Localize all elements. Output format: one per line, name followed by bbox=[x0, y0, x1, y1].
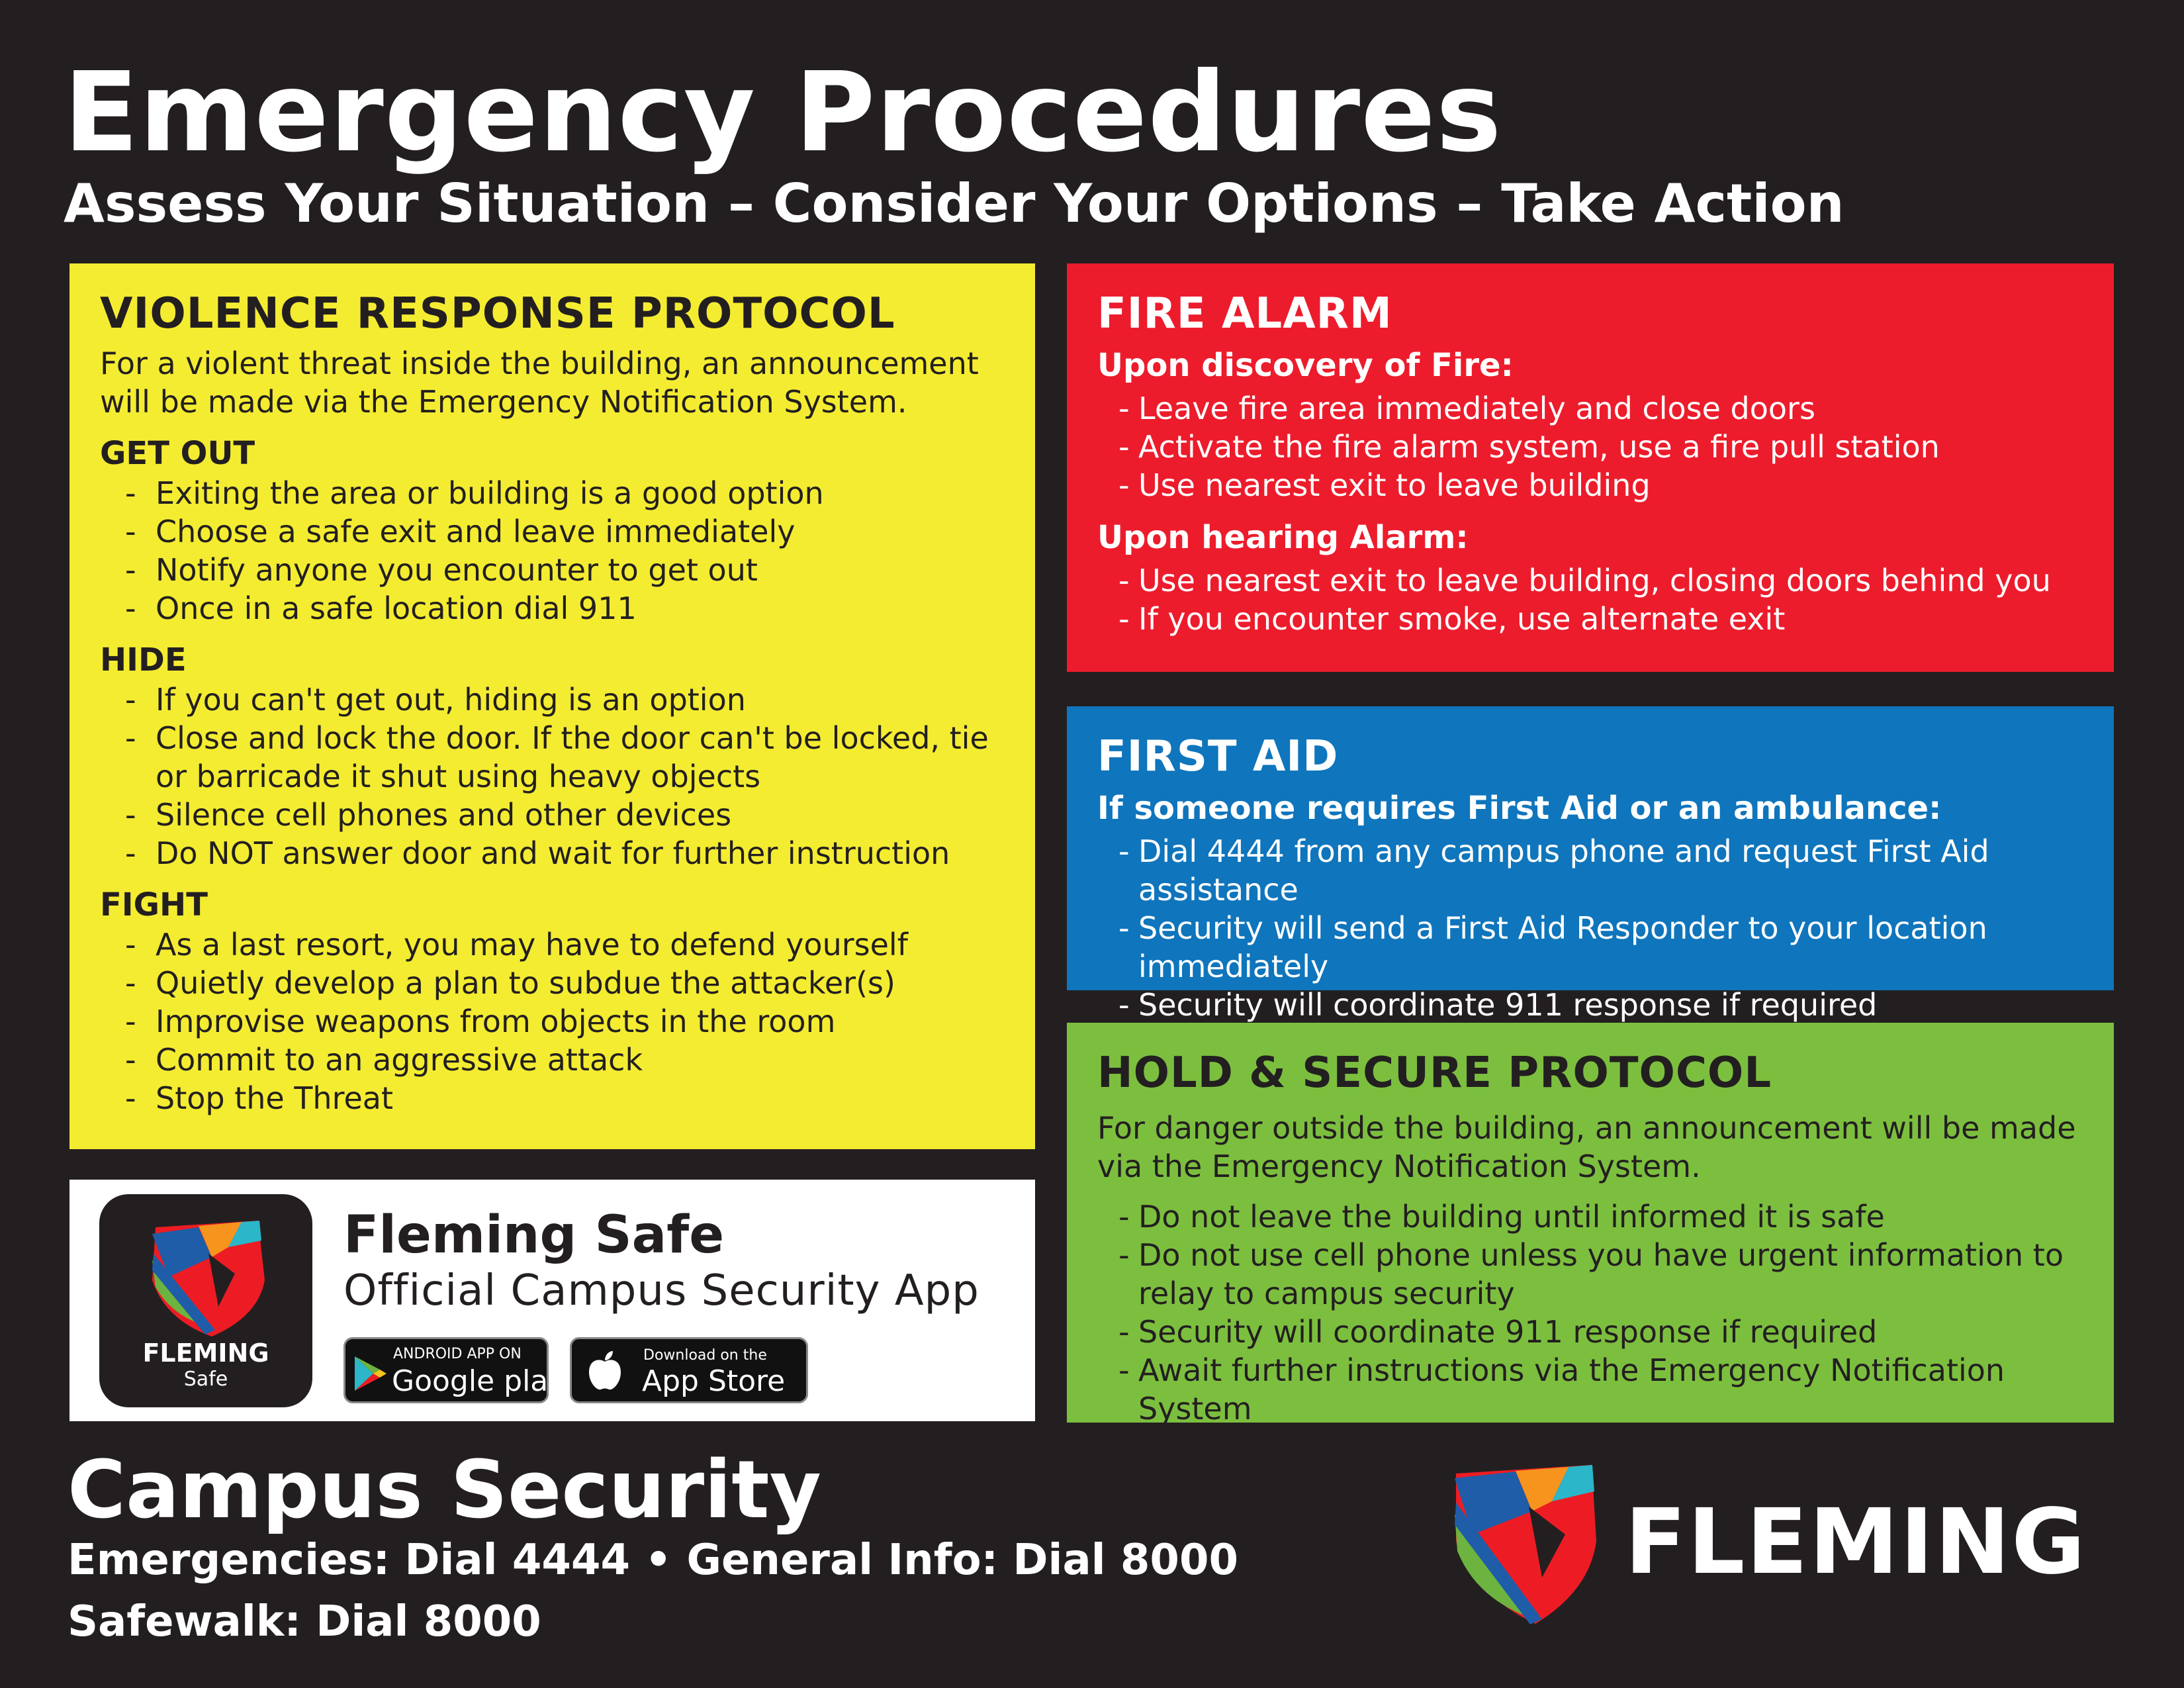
page-title: Emergency Procedures bbox=[64, 49, 1502, 177]
google-play-big-text: Google play bbox=[392, 1364, 566, 1398]
hold-intro: For danger outside the building, an announcement will be made via the Emergency Notification System. bbox=[1097, 1110, 2076, 1184]
list-item: - Commit to an aggressive attack bbox=[100, 1041, 1005, 1079]
list-item: - Await further instructions via the Emergency Notification System bbox=[1097, 1351, 2083, 1428]
fleming-safe-app-icon[interactable] bbox=[99, 1194, 312, 1407]
app-store-button[interactable] bbox=[570, 1337, 808, 1403]
app-store-small-text: Download on the bbox=[643, 1347, 767, 1364]
list-item: - Security will coordinate 911 response if required bbox=[1097, 986, 2083, 1024]
list-item: - Use nearest exit to leave building bbox=[1097, 466, 2083, 504]
google-play-button[interactable] bbox=[343, 1337, 566, 1403]
violence-intro: For a violent threat inside the building, an announcement will be made via the Emergency Notification System. bbox=[100, 346, 979, 420]
list-item: - Quietly develop a plan to subdue the attacker(s) bbox=[100, 964, 1005, 1002]
fire-title: FIRE ALARM bbox=[1097, 289, 1392, 338]
app-tagline: Official Campus Security App bbox=[343, 1266, 979, 1315]
list-item: - Exiting the area or building is a good option bbox=[100, 474, 1005, 512]
list-item: - Do not use cell phone unless you have urgent information to relay to campus security bbox=[1097, 1236, 2083, 1313]
list-item: - Stop the Threat bbox=[100, 1079, 1005, 1117]
footer-contact-line: Emergencies: Dial 4444 • General Info: Dial 8000 bbox=[68, 1536, 1238, 1585]
fire-discovery-heading: Upon discovery of Fire: bbox=[1097, 347, 1514, 384]
footer-title: Campus Security bbox=[68, 1444, 821, 1536]
violence-title: VIOLENCE RESPONSE PROTOCOL bbox=[100, 289, 895, 338]
hide-heading: HIDE bbox=[100, 641, 187, 679]
get-out-list bbox=[100, 474, 1005, 628]
first-aid-panel bbox=[1067, 706, 2114, 1023]
first-aid-list bbox=[1097, 832, 2083, 1024]
list-item: - Use nearest exit to leave building, closing doors behind you bbox=[1097, 561, 2083, 600]
page-subtitle: Assess Your Situation – Consider Your Options – Take Action bbox=[64, 173, 1844, 234]
fire-alarm-panel bbox=[1067, 263, 2114, 672]
hide-list bbox=[100, 680, 1005, 872]
list-item: - Notify anyone you encounter to get out bbox=[100, 551, 1005, 589]
hold-title: HOLD & SECURE PROTOCOL bbox=[1097, 1049, 1772, 1098]
list-item: - Do NOT answer door and wait for further instruction bbox=[100, 834, 1005, 872]
list-item: - Once in a safe location dial 911 bbox=[100, 589, 1005, 628]
list-item: - Choose a safe exit and leave immediately bbox=[100, 512, 1005, 551]
get-out-heading: GET OUT bbox=[100, 435, 255, 472]
google-play-icon bbox=[353, 1355, 388, 1392]
list-item: - As a last resort, you may have to defend yourself bbox=[100, 925, 1005, 964]
list-item: - Leave fire area immediately and close doors bbox=[1097, 389, 2083, 428]
list-item: - If you can't get out, hiding is an option bbox=[100, 680, 1005, 719]
first-aid-heading: If someone requires First Aid or an ambulance: bbox=[1097, 790, 1942, 827]
list-item: - Silence cell phones and other devices bbox=[100, 796, 1005, 834]
fleming-shield-icon bbox=[1443, 1462, 1602, 1627]
fight-list bbox=[100, 925, 1005, 1117]
violence-response-panel bbox=[69, 263, 1035, 1149]
fight-heading: FIGHT bbox=[100, 886, 208, 923]
list-item: - Do not leave the building until informed it is safe bbox=[1097, 1197, 2083, 1236]
fire-alarm-heading: Upon hearing Alarm: bbox=[1097, 519, 1469, 556]
apple-icon bbox=[586, 1350, 623, 1392]
app-store-big-text: App Store bbox=[642, 1364, 786, 1398]
google-play-small-text: ANDROID APP ON bbox=[393, 1346, 522, 1362]
list-item: - Activate the fire alarm system, use a fire pull station bbox=[1097, 428, 2083, 466]
list-item: - Close and lock the door. If the door can't be locked, tie or barricade it shut using heavy objects bbox=[100, 719, 1005, 796]
app-banner bbox=[69, 1180, 1035, 1421]
list-item: - If you encounter smoke, use alternate exit bbox=[1097, 600, 2083, 638]
fleming-wordmark: FLEMING bbox=[1625, 1490, 2087, 1595]
app-icon-label bbox=[99, 1338, 312, 1391]
app-name: Fleming Safe bbox=[343, 1205, 725, 1265]
list-item: - Dial 4444 from any campus phone and request First Aid assistance bbox=[1097, 832, 2083, 909]
app-icon-label-title: FLEMING bbox=[142, 1338, 269, 1368]
hold-secure-panel bbox=[1067, 1023, 2114, 1427]
list-item: - Improvise weapons from objects in the room bbox=[100, 1002, 1005, 1041]
list-item: - Security will coordinate 911 response if required bbox=[1097, 1313, 2083, 1351]
fire-alarm-list bbox=[1097, 561, 2083, 638]
hold-list bbox=[1097, 1197, 2083, 1428]
app-icon-label-sub: Safe bbox=[183, 1368, 228, 1391]
first-aid-title: FIRST AID bbox=[1097, 732, 1339, 781]
footer-safewalk-line: Safewalk: Dial 8000 bbox=[68, 1597, 541, 1646]
fire-discovery-list bbox=[1097, 389, 2083, 504]
list-item: - Security will send a First Aid Responder to your location immediately bbox=[1097, 909, 2083, 986]
